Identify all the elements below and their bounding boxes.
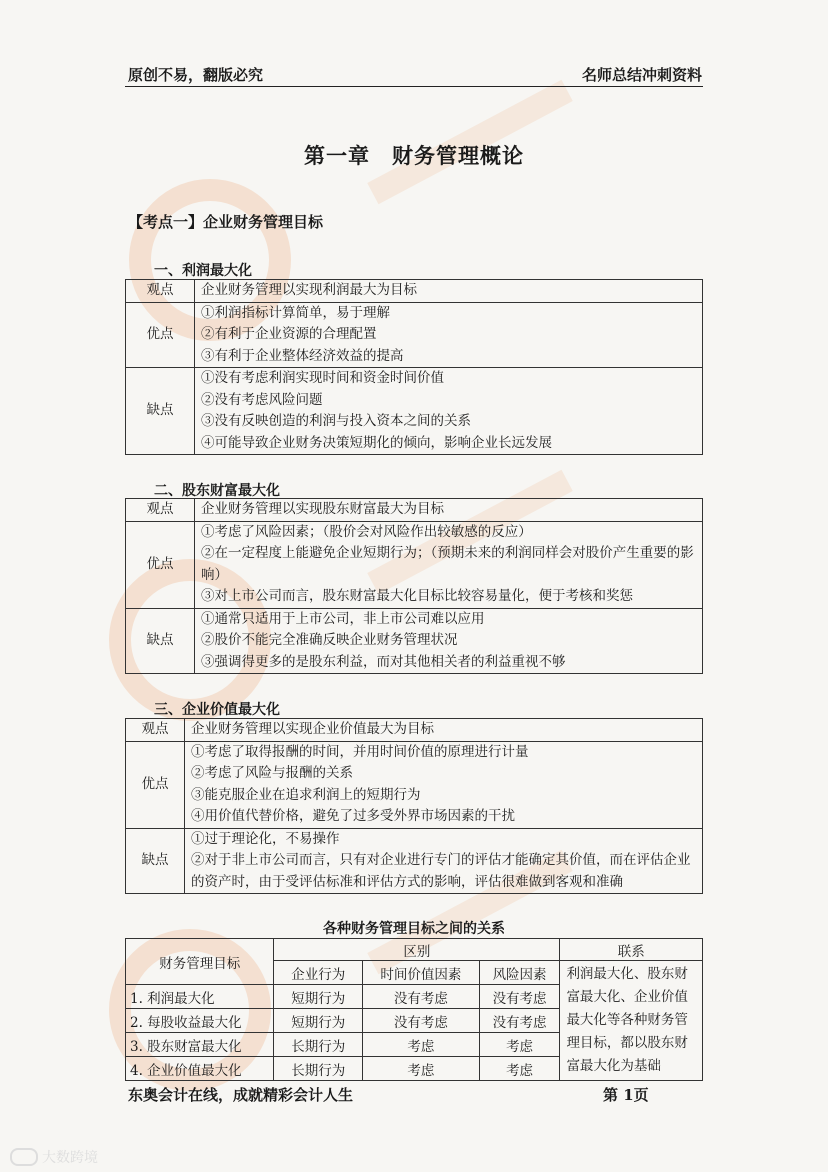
relation-table xyxy=(125,938,703,1081)
goal-cell: 4. 企业价值最大化 xyxy=(126,1057,274,1081)
pros-label: 优点 xyxy=(126,521,195,608)
pro-item: ②有利于企业资源的合理配置 xyxy=(201,326,377,342)
con-item: ①通常只适用于上市公司，非上市公司难以应用 xyxy=(201,610,485,627)
con-item: ③没有反映创造的利润与投入资本之间的关系 xyxy=(201,413,471,429)
subcol-risk: 风险因素 xyxy=(479,961,560,985)
subcol-time: 时间价值因素 xyxy=(363,961,480,985)
time-cell: 没有考虑 xyxy=(363,1009,480,1033)
view-text: 企业财务管理以实现利润最大为目标 xyxy=(195,280,703,303)
footer-left: 东奥会计在线，成就精彩会计人生 xyxy=(128,1086,354,1104)
section3-table xyxy=(125,718,703,894)
behavior-cell: 长期行为 xyxy=(274,1057,363,1081)
view-label: 观点 xyxy=(126,280,195,303)
view-text: 企业财务管理以实现股东财富最大为目标 xyxy=(195,499,703,522)
risk-cell: 没有考虑 xyxy=(479,1009,560,1033)
view-text: 企业财务管理以实现企业价值最大为目标 xyxy=(185,719,703,742)
behavior-cell: 短期行为 xyxy=(274,985,363,1009)
behavior-cell: 长期行为 xyxy=(274,1033,363,1057)
pro-item: ①考虑了取得报酬的时间，并用时间价值的原理进行计量 xyxy=(191,743,529,760)
section2-table xyxy=(125,498,703,674)
cons-label: 缺点 xyxy=(126,368,195,455)
time-cell: 考虑 xyxy=(363,1033,480,1057)
risk-cell: 考虑 xyxy=(479,1033,560,1057)
view-label: 观点 xyxy=(126,719,185,742)
pro-item: ④用价值代替价格，避免了过多受外界市场因素的干扰 xyxy=(191,808,515,824)
con-item: ②没有考虑风险问题 xyxy=(201,391,323,408)
col-goal-header: 财务管理目标 xyxy=(126,939,274,985)
pro-item: ②在一定程度上能避免企业短期行为；（预期未来的利润同样会对股价产生重要的影响） xyxy=(201,545,694,583)
time-cell: 考虑 xyxy=(363,1057,480,1081)
section1-heading: 一、利润最大化 xyxy=(154,263,252,279)
cons-label: 缺点 xyxy=(126,828,185,894)
section2-heading: 二、股东财富最大化 xyxy=(154,483,280,499)
con-item: ①过于理论化，不易操作 xyxy=(191,830,340,847)
behavior-cell: 短期行为 xyxy=(274,1009,363,1033)
page-number: 第 1页 xyxy=(603,1086,649,1104)
relation-caption: 各种财务管理目标之间的关系 xyxy=(323,921,505,937)
goal-cell: 1. 利润最大化 xyxy=(126,985,274,1009)
con-item: ④可能导致企业财务决策短期化的倾向，影响企业长远发展 xyxy=(201,434,552,451)
con-item: ②股价不能完全准确反映企业财务管理状况 xyxy=(201,632,458,648)
watermark-text: 大数跨境 xyxy=(42,1150,98,1166)
time-cell: 没有考虑 xyxy=(363,985,480,1009)
risk-cell: 没有考虑 xyxy=(479,985,560,1009)
corner-watermark xyxy=(10,1147,98,1167)
subcol-behavior: 企业行为 xyxy=(274,961,363,985)
risk-cell: 考虑 xyxy=(479,1057,560,1081)
cons-label: 缺点 xyxy=(126,608,195,674)
header-right: 名师总结冲刺资料 xyxy=(581,66,702,84)
pro-item: ①考虑了风险因素；（股价会对风险作出较敏感的反应） xyxy=(201,523,532,540)
pro-item: ②考虑了风险与报酬的关系 xyxy=(191,765,353,781)
kaodian-heading: 【考点一】企业财务管理目标 xyxy=(128,213,324,231)
watermark-icon xyxy=(10,1148,38,1166)
chapter-title: 第一章 财务管理概论 xyxy=(304,143,524,168)
con-item: ②对于非上市公司而言，只有对企业进行专门的评估才能确定其价值，而在评估企业的资产时，由于受评估标准和评估方式的影响，评估很难做到客观和准确 xyxy=(191,852,691,890)
con-item: ①没有考虑利润实现时间和资金时间价值 xyxy=(201,370,444,386)
pros-label: 优点 xyxy=(126,302,195,368)
header-rule xyxy=(125,86,703,87)
pro-item: ③有利于企业整体经济效益的提高 xyxy=(201,347,404,364)
goal-cell: 3. 股东财富最大化 xyxy=(126,1033,274,1057)
header-left: 原创不易，翻版必究 xyxy=(128,66,264,84)
pros-label: 优点 xyxy=(126,741,185,828)
goal-cell: 2. 每股收益最大化 xyxy=(126,1009,274,1033)
pro-item: ①利润指标计算简单，易于理解 xyxy=(201,304,390,321)
col-link-header: 联系 xyxy=(560,939,703,961)
col-diff-header: 区别 xyxy=(274,939,560,961)
view-label: 观点 xyxy=(126,499,195,522)
pro-item: ③能克服企业在追求利润上的短期行为 xyxy=(191,786,421,803)
link-text: 利润最大化、股东财富最大化、企业价值最大化等各种财务管理目标，都以股东财富最大化为基础 xyxy=(560,961,703,1081)
con-item: ③强调得更多的是股东利益，而对其他相关者的利益重视不够 xyxy=(201,653,566,670)
section3-heading: 三、企业价值最大化 xyxy=(154,702,280,718)
pro-item: ③对上市公司而言，股东财富最大化目标比较容易量化，便于考核和奖惩 xyxy=(201,588,633,604)
section1-table xyxy=(125,279,703,455)
